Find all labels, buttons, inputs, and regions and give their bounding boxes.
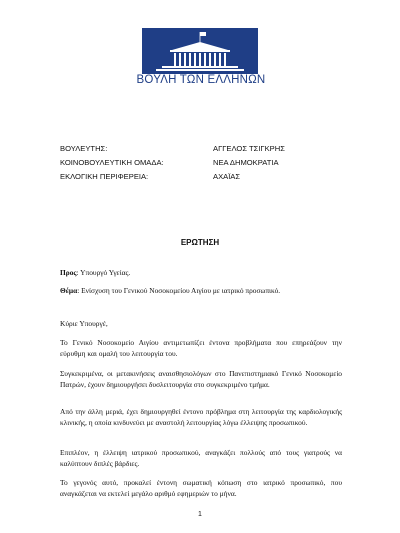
- addressee-value: : Υπουργό Υγείας.: [76, 268, 131, 277]
- body-paragraph: Επιπλέον, η έλλειψη ιατρικού προσωπικού, αναγκάζει πολλούς από τους γιατρούς να καλύπτουν διπλές βάρδιες.: [60, 448, 342, 468]
- subject-value: : Ενίσχυση του Γενικού Νοσοκομείου Αιγίου με ιατρικό προσωπικό.: [77, 286, 281, 295]
- meta-value: ΑΧΑΪΑΣ: [213, 172, 241, 181]
- meta-value: ΑΓΓΕΛΟΣ ΤΣΙΓΚΡΗΣ: [213, 144, 285, 153]
- salutation: Κύριε Υπουργέ,: [60, 319, 108, 328]
- meta-label: ΚΟΙΝΟΒΟΥΛΕΥΤΙΚΗ ΟΜΑΔΑ:: [60, 158, 164, 167]
- body-paragraph: Το Γενικό Νοσοκομείο Αιγίου αντιμετωπίζει έντονα προβλήματα που επηρεάζουν την εύρυθμη και ομαλή του λειτουργία του.: [60, 338, 342, 358]
- parliament-building-icon: [142, 28, 258, 74]
- meta-label: ΒΟΥΛΕΥΤΗΣ:: [60, 144, 108, 153]
- page-number: 1: [198, 511, 202, 518]
- body-paragraph: Το γεγονός αυτό, προκαλεί έντονη σωματική κόπωση στο ιατρικό προσωπικό, που αναγκάζεται να εκτελεί μεγάλο αριθμό εφημεριών το μήνα.: [60, 478, 342, 498]
- subject-label: Θέμα: [60, 286, 78, 295]
- logo-text: ΒΟΥΛΗ ΤΩΝ ΕΛΛΗΝΩΝ: [136, 74, 266, 86]
- subject-line: [60, 285, 342, 296]
- addressee-line: [60, 267, 342, 278]
- body-paragraph: Από την άλλη μεριά, έχει δημιουργηθεί έντονο πρόβλημα στη λειτουργία της καρδιολογικής κλινικής, η οποία κινδυνεύει με αναστολή λειτουργίας λόγω έλλειψης προσωπικού.: [60, 407, 342, 427]
- document-heading: ΕΡΩΤΗΣΗ: [180, 238, 220, 247]
- body-paragraph: Συγκεκριμένα, οι μετακινήσεις αναισθησιολόγων στο Πανεπιστημιακό Γενικό Νοσοκομείο Πατρών, έχουν δημιουργήσει δυσλειτουργία στο συγκεκριμένο τμήμα.: [60, 369, 342, 389]
- member-info: [60, 144, 360, 184]
- addressee-label: Προς: [60, 268, 77, 277]
- meta-value: ΝΕΑ ΔΗΜΟΚΡΑΤΙΑ: [213, 158, 279, 167]
- meta-label: ΕΚΛΟΓΙΚΗ ΠΕΡΙΦΕΡΕΙΑ:: [60, 172, 149, 181]
